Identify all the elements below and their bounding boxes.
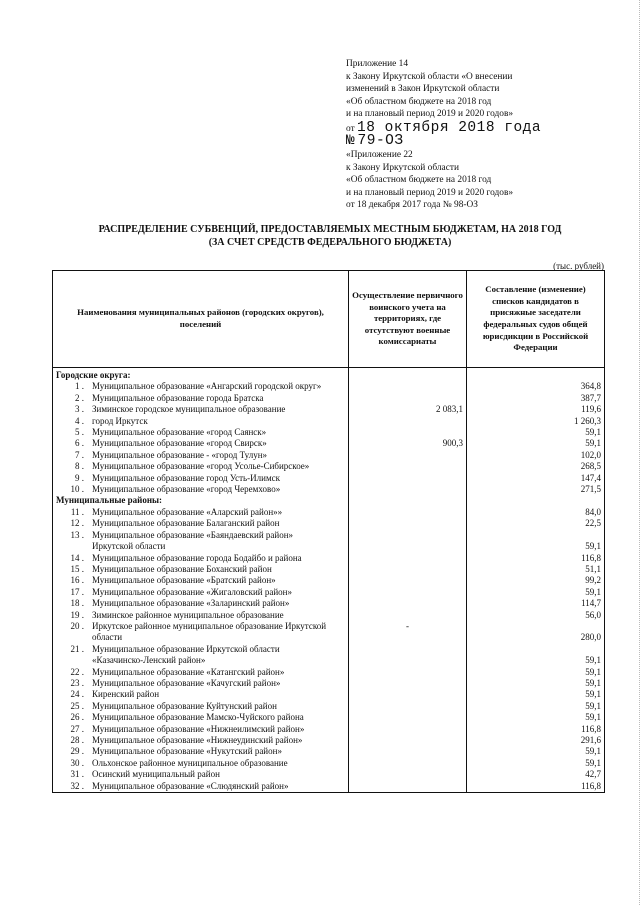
row-title: Муниципальное образование «Нукутский район» — [92, 746, 282, 757]
appendix-14-label: Приложение 14 — [346, 59, 409, 69]
row-number: 23 . — [70, 677, 84, 688]
row-name — [53, 484, 349, 495]
row-number: 25 . — [70, 700, 84, 711]
title-line-1: РАСПРЕДЕЛЕНИЕ СУБВЕНЦИЙ, ПРЕДОСТАВЛЯЕМЫХ МЕСТНЫМ БЮДЖЕТАМ, НА 2018 ГОД — [98, 224, 562, 235]
row-title: Муниципальное образование «Ангарский городской округ» — [92, 381, 322, 392]
section-urban: Городские округа: — [53, 368, 349, 382]
row-military: 900,3 — [349, 438, 467, 449]
row-military: - — [349, 621, 467, 632]
row-name — [53, 621, 349, 632]
row-jurors: 59,1 — [467, 667, 605, 678]
law2-line-2: «Об областном бюджете на 2018 год — [346, 175, 492, 186]
row-title: Иркутское районное муниципальное образование Иркутской — [92, 620, 327, 631]
row-military — [349, 644, 467, 655]
row-number: 12 . — [70, 518, 84, 529]
row-name — [53, 381, 349, 392]
row-name — [53, 473, 349, 484]
row-jurors: 84,0 — [467, 507, 605, 518]
row-military — [349, 758, 467, 769]
row-jurors: 291,6 — [467, 735, 605, 746]
table-row — [53, 610, 605, 621]
row-jurors: 59,1 — [467, 438, 605, 449]
row-title: Киренский район — [92, 689, 160, 700]
row-jurors: 59,1 — [467, 712, 605, 723]
row-title-continued: Иркутской области — [53, 541, 349, 552]
row-jurors: 99,2 — [467, 575, 605, 586]
row-title: Муниципальное образование Куйтунский район — [92, 700, 277, 711]
table-row — [53, 575, 605, 586]
table-row — [53, 746, 605, 757]
row-military — [349, 598, 467, 609]
row-number: 17 . — [70, 586, 84, 597]
row-military — [349, 461, 467, 472]
table-row — [53, 518, 605, 529]
row-title: Муниципальное образование «город Усолье-Сибирское» — [92, 461, 310, 472]
row-military — [349, 735, 467, 746]
row-jurors: 102,0 — [467, 450, 605, 461]
subsidies-table — [52, 270, 605, 793]
table-row — [53, 393, 605, 404]
row-jurors: 59,1 — [467, 427, 605, 438]
row-name — [53, 746, 349, 757]
row-number: 22 . — [70, 666, 84, 677]
row-name — [53, 404, 349, 415]
row-jurors: 56,0 — [467, 610, 605, 621]
row-name — [53, 701, 349, 712]
row-name — [53, 735, 349, 746]
row-name — [53, 781, 349, 793]
row-number: 9 . — [75, 472, 84, 483]
table-row — [53, 758, 605, 769]
row-name — [53, 427, 349, 438]
row-number: 7 . — [75, 449, 84, 460]
row-number: 16 . — [70, 575, 84, 586]
table-row — [53, 473, 605, 484]
row-jurors: 42,7 — [467, 769, 605, 780]
row-title-continued: области — [53, 632, 349, 643]
law-line-4: и на плановый период 2019 и 2020 годов» — [346, 109, 514, 120]
row-jurors: 1 260,3 — [467, 416, 605, 427]
row-number: 8 . — [75, 461, 84, 472]
row-name — [53, 518, 349, 529]
row-name — [53, 416, 349, 427]
law-line-1: к Закону Иркутской области «О внесении — [346, 71, 513, 82]
row-military — [349, 667, 467, 678]
row-military — [349, 769, 467, 780]
number-prefix: № — [346, 132, 356, 149]
table-row — [53, 450, 605, 461]
section-row — [53, 495, 605, 506]
row-military: 2 083,1 — [349, 404, 467, 415]
table-row — [53, 507, 605, 518]
row-name — [53, 724, 349, 735]
row-military — [349, 746, 467, 757]
table-row — [53, 667, 605, 678]
row-number: 14 . — [70, 552, 84, 563]
row-military — [349, 564, 467, 575]
row-jurors: 114,7 — [467, 598, 605, 609]
row-name — [53, 507, 349, 518]
row-name — [53, 553, 349, 564]
row-number: 15 . — [70, 563, 84, 574]
row-name — [53, 393, 349, 404]
row-jurors: 280,0 — [467, 632, 605, 643]
row-title: Муниципальное образование «Качугский район» — [92, 677, 281, 688]
row-name — [53, 438, 349, 449]
row-title: Муниципальное образование города Братска — [92, 392, 264, 403]
table-row — [53, 427, 605, 438]
row-number: 27 . — [70, 723, 84, 734]
table-row-continuation — [53, 541, 605, 552]
row-military — [349, 724, 467, 735]
row-jurors: 116,8 — [467, 724, 605, 735]
title-line-2: (ЗА СЧЕТ СРЕДСТВ ФЕДЕРАЛЬНОГО БЮДЖЕТА) — [208, 237, 452, 249]
row-jurors: 59,1 — [467, 587, 605, 598]
row-title: Муниципальное образование «город Саянск» — [92, 427, 267, 438]
row-number: 13 . — [70, 529, 84, 540]
row-title: Муниципальное образование «город Свирск» — [92, 438, 267, 449]
row-military — [349, 610, 467, 621]
table-row — [53, 598, 605, 609]
row-military — [349, 781, 467, 793]
table-row — [53, 678, 605, 689]
row-military — [349, 553, 467, 564]
row-number: 10 . — [70, 484, 84, 495]
row-jurors: 59,1 — [467, 746, 605, 757]
row-title: Муниципальное образование «Братский район» — [92, 575, 276, 586]
row-number: 18 . — [70, 598, 84, 609]
col-header-military: Осуществление первичного воинского учета на территориях, где отсутствуют военные комиссариаты — [349, 271, 467, 368]
table-body — [53, 368, 605, 793]
row-jurors: 119,6 — [467, 404, 605, 415]
row-jurors: 59,1 — [467, 678, 605, 689]
row-number: 26 . — [70, 712, 84, 723]
row-military — [349, 575, 467, 586]
date-value: 18 октября 2018 года — [357, 119, 542, 136]
row-number: 24 . — [70, 689, 84, 700]
law-number-line — [346, 134, 596, 149]
row-military — [349, 678, 467, 689]
table-row — [53, 769, 605, 780]
row-name — [53, 644, 349, 655]
row-title: Муниципальное образование - «город Тулун» — [92, 449, 268, 460]
table-row — [53, 484, 605, 495]
row-military — [349, 518, 467, 529]
table-row — [53, 381, 605, 392]
table-row — [53, 781, 605, 793]
row-jurors: 59,1 — [467, 541, 605, 552]
law-line-2: изменений в Закон Иркутской области — [346, 84, 500, 95]
row-title-continued: «Казачинско-Ленский район» — [53, 655, 349, 666]
row-number: 28 . — [70, 735, 84, 745]
row-title: Осинский муниципальный район — [92, 769, 220, 780]
row-jurors: 271,5 — [467, 484, 605, 495]
row-name — [53, 461, 349, 472]
row-number: 32 . — [70, 780, 84, 791]
table-row — [53, 530, 605, 541]
row-name — [53, 575, 349, 586]
table-row-continuation — [53, 632, 605, 643]
table-row — [53, 644, 605, 655]
table-row — [53, 587, 605, 598]
row-title: Муниципальное образование «Аларский район»» — [92, 506, 283, 517]
table-row — [53, 724, 605, 735]
row-number: 1 . — [75, 381, 84, 392]
row-name — [53, 667, 349, 678]
row-title: Муниципальное образование Боханский район — [92, 563, 272, 574]
row-jurors: 116,8 — [467, 553, 605, 564]
col-header-jurors: Составление (изменение) списков кандидатов в присяжные заседатели федеральных судов общей юрисдикции в Российской Федерации — [467, 271, 605, 368]
row-number: 4 . — [75, 415, 84, 426]
row-number: 29 . — [70, 746, 84, 757]
row-name — [53, 758, 349, 769]
row-title: Зиминское районное муниципальное образование — [92, 609, 284, 620]
date-prefix: от — [346, 123, 355, 134]
row-title: Муниципальное образование города Бодайбо и района — [92, 552, 302, 563]
table-row — [53, 621, 605, 632]
law2-line-4: от 18 декабря 2017 года № 98-ОЗ — [346, 200, 478, 211]
row-title: Муниципальное образование «Жигаловский район» — [92, 586, 292, 597]
table-row — [53, 416, 605, 427]
row-jurors: 51,1 — [467, 564, 605, 575]
row-name — [53, 610, 349, 621]
row-jurors: 387,7 — [467, 393, 605, 404]
row-name — [53, 689, 349, 700]
row-name — [53, 564, 349, 575]
row-military — [349, 381, 467, 392]
row-name — [53, 450, 349, 461]
row-name — [53, 587, 349, 598]
row-number: 3 . — [75, 404, 84, 415]
row-title: Муниципальное образование Иркутской области — [92, 643, 280, 654]
row-name — [53, 678, 349, 689]
table-row — [53, 438, 605, 449]
row-jurors: 59,1 — [467, 689, 605, 700]
row-jurors: 22,5 — [467, 518, 605, 529]
row-jurors: 59,1 — [467, 655, 605, 666]
row-military — [349, 416, 467, 427]
row-military — [349, 587, 467, 598]
table-row — [53, 735, 605, 746]
row-military — [349, 712, 467, 723]
row-title: Муниципальное образование город Усть-Илимск — [92, 472, 281, 483]
row-military — [349, 393, 467, 404]
table-row — [53, 461, 605, 472]
section-districts: Муниципальные районы: — [53, 495, 349, 506]
row-title: Муниципальное образование Балаганский район — [92, 518, 280, 529]
row-title: Муниципальное образование «город Черемхово» — [92, 484, 281, 495]
table-row — [53, 404, 605, 415]
row-number: 19 . — [70, 609, 84, 620]
row-military — [349, 507, 467, 518]
row-title: Муниципальное образование Мамско-Чуйского района — [92, 712, 304, 723]
table-row — [53, 553, 605, 564]
row-jurors: 268,5 — [467, 461, 605, 472]
law2-line-1: к Закону Иркутской области — [346, 162, 459, 173]
row-name — [53, 598, 349, 609]
row-number: 21 . — [70, 643, 84, 654]
row-number: 31 . — [70, 769, 84, 780]
row-title: Муниципальное образование «Катангский район» — [92, 666, 285, 677]
appendix-22-label: «Приложение 22 — [346, 149, 413, 160]
row-number: 2 . — [75, 392, 84, 403]
row-jurors: 116,8 — [467, 781, 605, 793]
row-number: 11 . — [70, 506, 84, 517]
row-military — [349, 450, 467, 461]
row-military — [349, 473, 467, 484]
row-name — [53, 712, 349, 723]
row-jurors: 59,1 — [467, 701, 605, 712]
row-jurors: 59,1 — [467, 758, 605, 769]
table-row — [53, 564, 605, 575]
row-number: 5 . — [75, 427, 84, 438]
row-number: 20 . — [70, 620, 84, 631]
row-title: Ольхонское районное муниципальное образование — [92, 757, 288, 768]
table-row — [53, 712, 605, 723]
row-jurors: 364,8 — [467, 381, 605, 392]
law2-line-3: и на плановый период 2019 и 2020 годов» — [346, 187, 514, 198]
table-row — [53, 689, 605, 700]
row-military — [349, 427, 467, 438]
table-row — [53, 701, 605, 712]
row-title: Муниципальное образование «Нижнеилимский район» — [92, 723, 305, 734]
row-military — [349, 689, 467, 700]
row-military — [349, 484, 467, 495]
row-title: Муниципальное образование «Нижнеудинский район» — [92, 735, 303, 745]
row-title: Муниципальное образование «Заларинский район» — [92, 598, 290, 609]
row-number: 30 . — [70, 757, 84, 768]
appendix-header — [346, 58, 596, 212]
row-number: 6 . — [75, 438, 84, 449]
row-military — [349, 530, 467, 541]
row-title: Муниципальное образование «Слюдянский район» — [92, 780, 289, 791]
table-row-continuation — [53, 655, 605, 666]
row-name — [53, 769, 349, 780]
number-value: 79-ОЗ — [357, 132, 404, 149]
row-title: Зиминское городское муниципальное образование — [92, 404, 286, 415]
section-row — [53, 368, 605, 382]
law-line-3: «Об областном бюджете на 2018 год — [346, 96, 492, 107]
row-name — [53, 530, 349, 541]
row-jurors: 147,4 — [467, 473, 605, 484]
row-title: Муниципальное образование «Баяндаевский район» — [92, 529, 294, 540]
unit-label: (тыс. рублей) — [553, 261, 604, 271]
document-title — [70, 223, 590, 250]
row-military — [349, 701, 467, 712]
row-title: город Иркутск — [92, 415, 148, 426]
col-header-name: Наименования муниципальных районов (городских округов), поселений — [53, 271, 349, 368]
